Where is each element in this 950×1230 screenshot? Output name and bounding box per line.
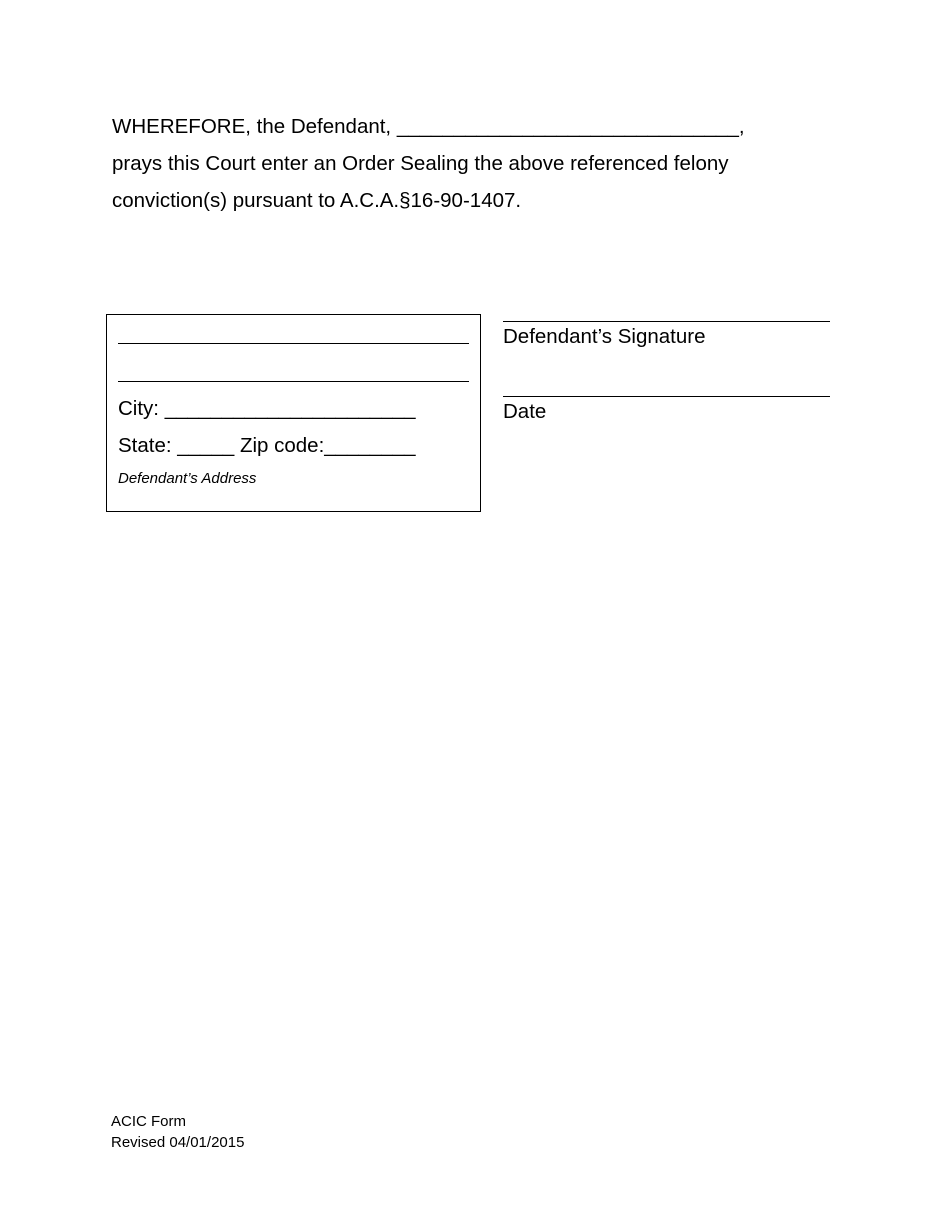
defendant-address-box (106, 314, 481, 512)
prayer-line-1: WHEREFORE, the Defendant, ______________________________, (112, 115, 745, 138)
state-zip-field[interactable]: State: _____ Zip code:________ (118, 434, 416, 457)
defendant-signature-block (503, 321, 830, 350)
date-label: Date (503, 400, 547, 423)
prayer-line-3: conviction(s) pursuant to A.C.A.§16-90-1407. (112, 189, 522, 212)
address-line-2[interactable] (118, 381, 469, 382)
address-line-1[interactable] (118, 343, 469, 344)
prayer-paragraph (112, 108, 832, 219)
address-caption: Defendant’s Address (118, 470, 257, 487)
prayer-line-2: prays this Court enter an Order Sealing the above referenced felony (112, 152, 729, 175)
form-name: ACIC Form (111, 1113, 186, 1130)
defendant-signature-line[interactable] (503, 321, 830, 322)
defendant-signature-label: Defendant’s Signature (503, 325, 706, 348)
date-line[interactable] (503, 396, 830, 397)
form-footer (111, 1111, 244, 1153)
date-block (503, 396, 830, 425)
city-field[interactable]: City: ______________________ (118, 397, 416, 420)
revision-date: Revised 04/01/2015 (111, 1134, 245, 1151)
